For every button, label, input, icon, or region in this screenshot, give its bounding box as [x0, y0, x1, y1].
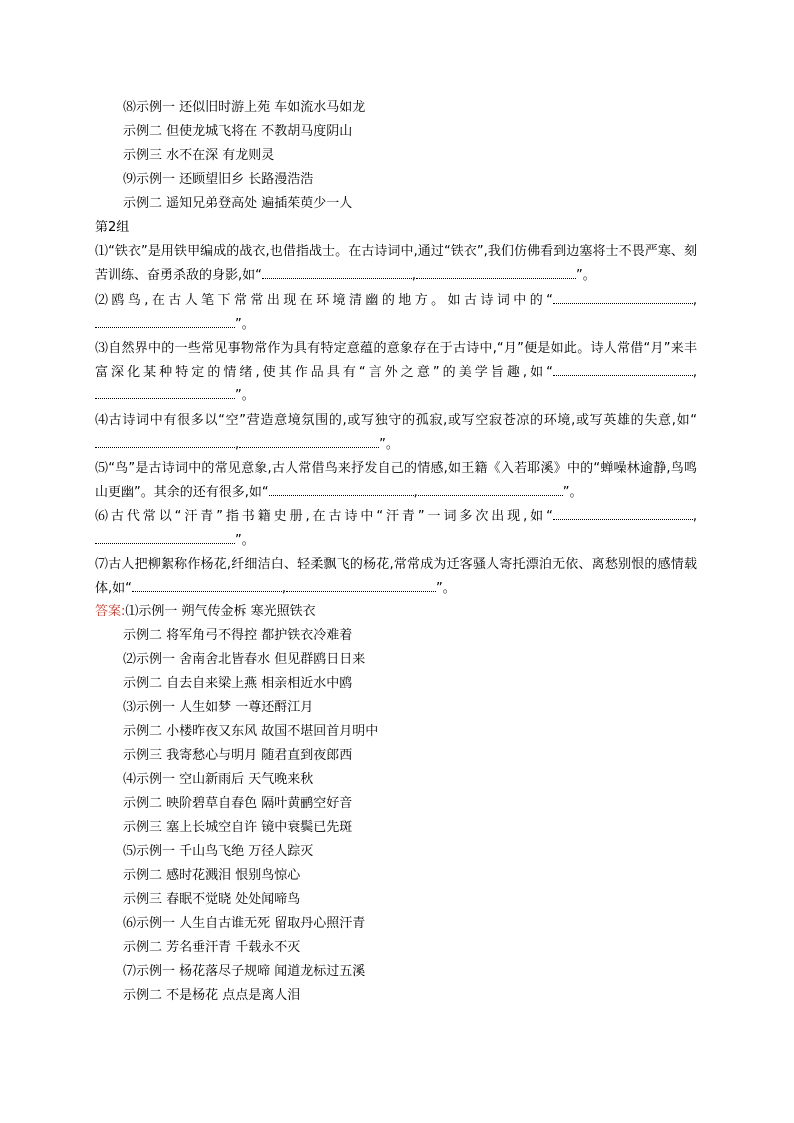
- fill-blank[interactable]: [286, 577, 436, 592]
- answer-line: ⑻示例一 还似旧时游上苑 车如流水马如龙: [123, 100, 366, 115]
- question-5: [95, 457, 697, 504]
- separator: ,: [692, 364, 697, 380]
- answer-first-line: [95, 601, 316, 623]
- answer-line: ⑺示例一 杨花落尽子规啼 闻道龙标过五溪: [123, 964, 366, 979]
- question-4: [95, 409, 697, 456]
- answer-line: 示例二 映阶碧草自春色 隔叶黄鹂空好音: [123, 796, 353, 811]
- answer-line: ⑷示例一 空山新雨后 天气晚来秋: [123, 772, 314, 787]
- answer-line: 示例三 我寄愁心与明月 随君直到夜郎西: [123, 748, 353, 763]
- answer-line: ⑼示例一 还顾望旧乡 长路漫浩浩: [123, 172, 314, 187]
- separator: ,: [692, 293, 697, 308]
- fill-blank[interactable]: [132, 577, 282, 592]
- group-title: 第2组: [95, 220, 130, 235]
- question-text: ⑷古诗词中有很多以“空”营造意境氛围的,或写独守的孤寂,或写空寂苍凉的环境,或写英雄的失意,如“: [95, 413, 697, 428]
- fill-blank[interactable]: [95, 529, 235, 544]
- answer-line: ⑹示例一 人生自古谁无死 留取丹心照汗青: [123, 916, 366, 931]
- answer-line: 示例二 小楼昨夜又东风 故国不堪回首月明中: [123, 724, 379, 739]
- answer-line: ⑸示例一 千山鸟飞绝 万径人踪灭: [123, 844, 314, 859]
- answer-line: 示例二 不是杨花 点点是离人泪: [123, 988, 301, 1003]
- fill-blank[interactable]: [95, 433, 235, 448]
- question-text: ⑵鸥鸟,在古人笔下常常出现在环境清幽的地方。如古诗词中的“: [95, 293, 553, 308]
- fill-blank[interactable]: [553, 289, 693, 304]
- fill-blank[interactable]: [416, 264, 576, 279]
- question-end: ”。: [235, 388, 255, 403]
- separator: ,: [413, 484, 418, 500]
- separator: ,: [411, 267, 417, 283]
- answer-line: 示例二 芳名垂汗青 千载永不灭: [123, 940, 301, 955]
- question-text: ⑶自然界中的一些常见事物常作为具有特定意蕴的意象存在于古诗中,“月”便是如此。诗人常借“月”来丰富深化某种特定的情绪,使其作品具有“言外之意”的美学旨趣,如“: [95, 341, 697, 380]
- question-3: [95, 337, 697, 408]
- fill-blank[interactable]: [553, 361, 693, 376]
- question-end: ”。: [235, 532, 255, 548]
- fill-blank[interactable]: [418, 481, 563, 496]
- answer-line: 示例二 遥知兄弟登高处 遍插茱萸少一人: [123, 196, 353, 211]
- answer-line: 示例三 塞上长城空自许 镜中衰鬓已先斑: [123, 820, 353, 835]
- question-end: ”。: [235, 316, 255, 332]
- fill-blank[interactable]: [262, 264, 412, 279]
- answer-line: 示例二 将军角弓不得控 都护铁衣冷难着: [123, 628, 353, 643]
- answer-line: 示例二 但使龙城飞将在 不教胡马度阴山: [123, 124, 353, 139]
- fill-blank[interactable]: [553, 505, 693, 520]
- question-end: ”。: [436, 580, 456, 596]
- fill-blank[interactable]: [95, 384, 235, 399]
- answer-label: 答案:: [95, 604, 126, 619]
- answer-line: 示例二 感时花溅泪 恨别鸟惊心: [123, 868, 301, 883]
- answer-text: ⑴示例一 朔气传金柝 寒光照铁衣: [125, 604, 316, 619]
- question-end: ”。: [576, 267, 596, 283]
- question-end: ”。: [379, 436, 399, 452]
- question-7: [95, 553, 697, 600]
- question-text: ⑹古代常以“汗青”指书籍史册,在古诗中“汗青”一词多次出现,如“: [95, 509, 553, 524]
- fill-blank[interactable]: [269, 481, 414, 496]
- separator: ,: [281, 580, 287, 596]
- question-text: ⑸“鸟”是古诗词中的常见意象,古人常借鸟来抒发自己的情感,如王籍《入若耶溪》中的“蝉噪林逾静,鸟鸣山更幽”。其余的还有很多,如“: [95, 461, 697, 500]
- answer-line: ⑶示例一 人生如梦 一尊还酹江月: [123, 700, 314, 715]
- question-end: ”。: [562, 484, 583, 500]
- question-1: [95, 240, 697, 287]
- answer-line: 示例二 自去自来梁上燕 相亲相近水中鸥: [123, 676, 353, 691]
- separator: ,: [692, 509, 697, 524]
- question-text: ⑺古人把柳絮称作杨花,纤细洁白、轻柔飘飞的杨花,常常成为迁客骚人寄托漂泊无依、离愁别恨的感情载体,如“: [95, 557, 697, 596]
- answer-line: ⑵示例一 舍南舍北皆春水 但见群鸥日日来: [123, 652, 366, 667]
- answer-line: 示例三 春眠不觉晓 处处闻啼鸟: [123, 892, 301, 907]
- fill-blank[interactable]: [95, 313, 235, 328]
- answer-line: 示例三 水不在深 有龙则灵: [123, 148, 275, 163]
- question-text: ⑴“铁衣”是用铁甲编成的战衣,也借指战士。在古诗词中,通过“铁衣”,我们仿佛看到边塞将士不畏严寒、刻苦训练、奋勇杀敌的身影,如“: [95, 244, 697, 283]
- separator: ,: [235, 436, 240, 452]
- question-2: [95, 289, 697, 336]
- fill-blank[interactable]: [239, 433, 379, 448]
- question-6: [95, 505, 697, 552]
